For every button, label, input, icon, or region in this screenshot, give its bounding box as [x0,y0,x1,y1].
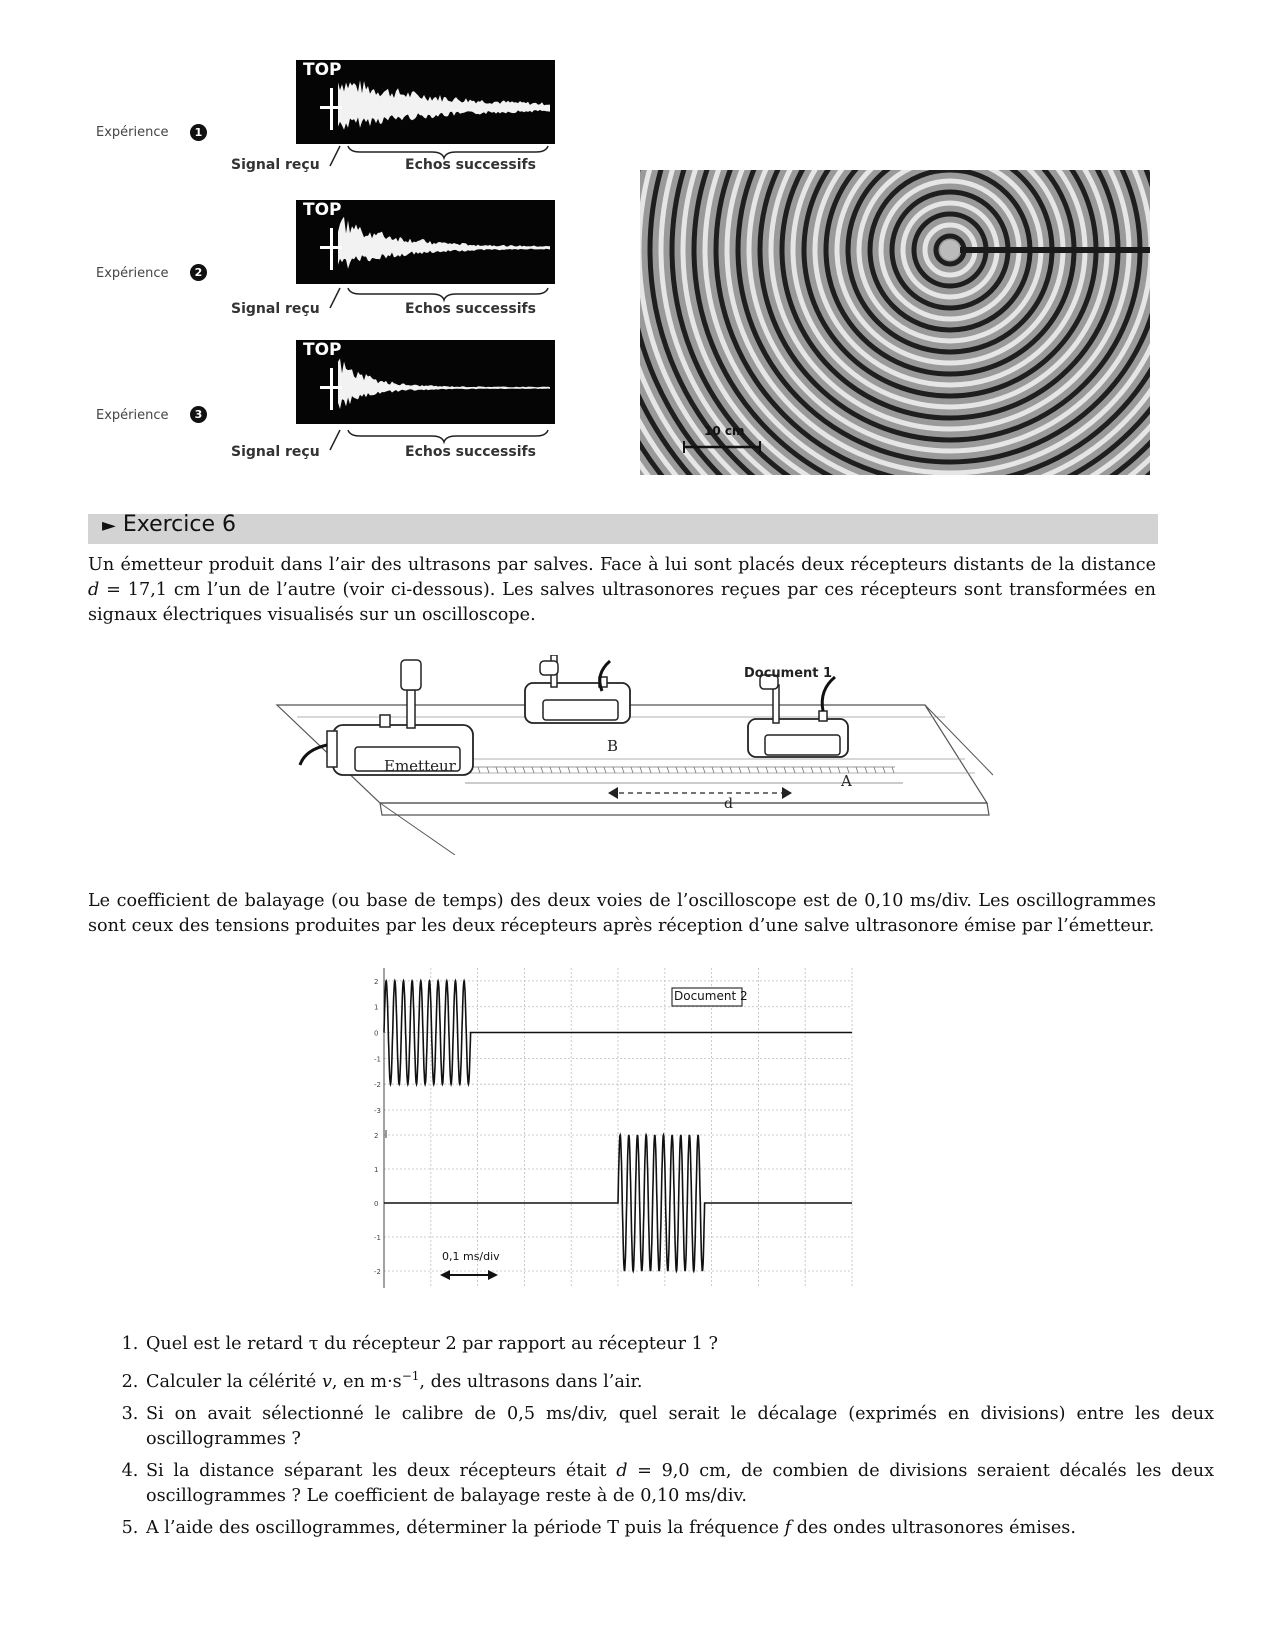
distance-label: d [724,796,733,812]
experience-2-top-label: TOP [303,200,342,220]
question-3 [144,1402,1214,1452]
experience-3-number: 3 [190,406,207,423]
exercise-marker: ► [102,515,116,536]
top-tick-label: 1 [374,1003,379,1012]
question-3-text: Si on avait sélectionné le calibre de 0,5 ms/div, quel serait le décalage (exprimés en divisions) entre les deux oscillogrammes ? [146,1403,1214,1449]
bottom-tick-label: 1 [374,1166,379,1174]
document2-scale-label: 0,1 ms/div [442,1250,500,1263]
experience-3-echos-label: Echos successifs [405,444,536,460]
top-tick-label: -2 [374,1081,381,1090]
question-4-var: d [616,1460,628,1481]
top-tick-label: 2 [374,977,379,986]
question-2-text-b: , en m·s [331,1371,402,1392]
experience-1-top-label: TOP [303,60,342,80]
question-2-text-a: Calculer la célérité [146,1371,322,1392]
question-1 [144,1332,1214,1357]
question-4-text-a: Si la distance séparant les deux récepteurs était [146,1460,617,1481]
vibrator-rod [960,247,1150,253]
question-2-text-c: , des ultrasons dans l’air. [419,1371,643,1392]
intro-var-d: d [88,580,100,600]
document1-title: Document 1 [744,666,833,681]
emitter-label: Emetteur [384,757,456,775]
top-tick-label: 0 [374,1029,379,1038]
question-5 [144,1516,1214,1541]
timebase-paragraph: Le coefficient de balayage (ou base de temps) des deux voies de l’oscilloscope est de 0,10 ms/div. Les oscillogrammes sont ceux des tensions produites par les deux récepteurs après réception d’une salve ultrasonore émise par l’émetteur. [88,891,1156,936]
question-2-sup: −1 [401,1369,420,1383]
exercise-header-bar [88,514,1158,544]
exercise-title [102,512,236,537]
question-2-var: v [321,1371,332,1392]
document2-title: Document 2 [674,989,748,1003]
scale-label: 10 cm [704,424,745,438]
experience-1-label: Expérience [96,125,169,140]
top-tick-label: -1 [374,1055,381,1064]
receiver-b-transducer [540,661,558,675]
intro-paragraph [88,553,1156,628]
bottom-tick-label: -2 [374,1268,381,1276]
question-5-text-b: des ondes ultrasonores émises. [791,1517,1076,1538]
receiver-b-label: B [607,737,619,755]
emitter-transducer [401,660,421,690]
receiver-a-label: A [841,772,852,790]
question-5-var: f [784,1517,792,1538]
document2-oscillogram [374,968,864,1290]
top-tick-label: -3 [374,1107,381,1115]
experience-2-number: 2 [190,264,207,281]
bottom-tick-label: -1 [374,1234,381,1242]
experience-1-echos-label: Echos successifs [405,157,536,173]
question-5-text-a: A l’aide des oscillogrammes, déterminer la période T puis la fréquence [146,1517,785,1538]
document1-setup-drawing [275,655,995,855]
questions-list [88,1332,1214,1548]
experience-2-signal-label: Signal reçu [231,301,320,317]
bottom-tick-label: 0 [374,1200,379,1208]
experience-1-number: 1 [190,124,207,141]
experience-2-label: Expérience [96,266,169,281]
intro-text-2: = 17,1 cm l’un de l’autre (voir ci-dessous). Les salves ultrasonores reçues par ces récepteurs sont transformées en signaux électriques visualisés sur un oscilloscope. [88,580,1156,625]
experience-1-signal-label: Signal reçu [231,157,320,173]
question-4-text-b: = 9,0 cm, de combien de divisions seraient décalés les deux oscillogrammes ? Le coefficient de balayage reste à de 0,10 ms/div. [146,1460,1215,1506]
bottom-tick-label: 2 [374,1132,379,1140]
experience-3-top-label: TOP [303,340,342,360]
intro-text-1: Un émetteur produit dans l’air des ultrasons par salves. Face à lui sont placés deux récepteurs distants de la distance [88,555,1156,575]
question-4 [144,1459,1214,1509]
ruler-ticks [460,767,894,773]
exercise-title-text: Exercice 6 [122,512,237,537]
experience-2-echos-label: Echos successifs [405,301,536,317]
question-1-text: Quel est le retard τ du récepteur 2 par rapport au récepteur 1 ? [146,1334,718,1354]
wave-source [940,240,960,260]
experience-3-label: Expérience [96,408,169,423]
question-2 [144,1364,1214,1395]
experience-3-signal-label: Signal reçu [231,444,320,460]
